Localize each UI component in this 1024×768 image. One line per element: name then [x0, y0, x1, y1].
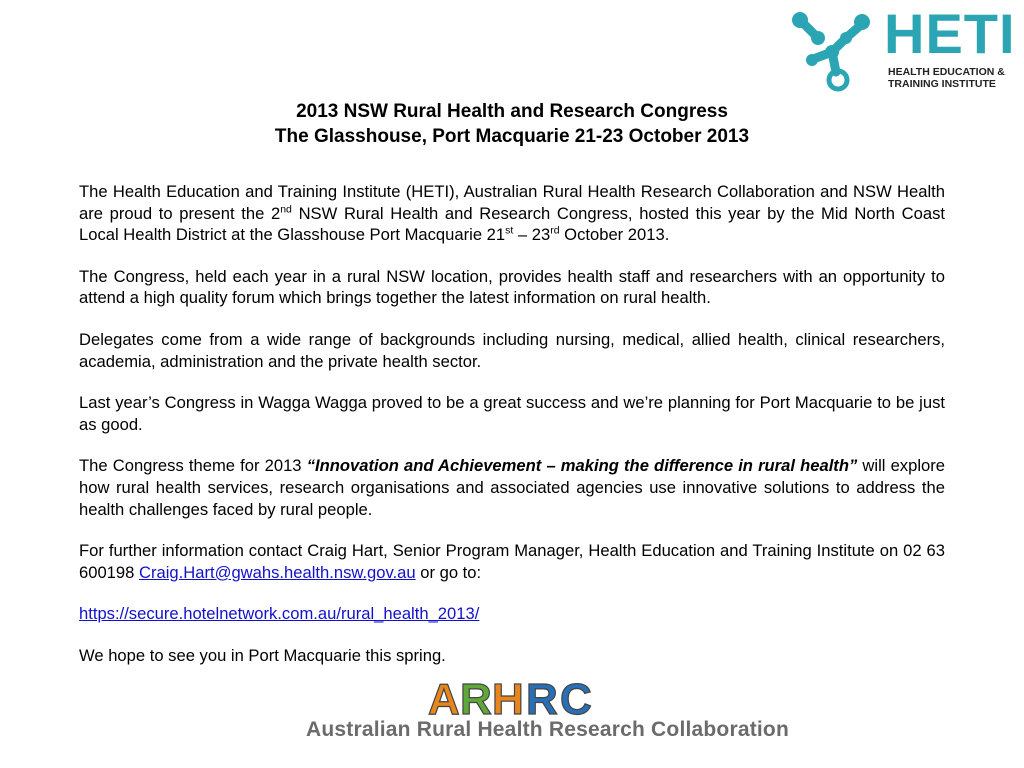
contact-after-text: or go to: [415, 562, 482, 582]
heti-logo-subtitle-line2: TRAINING INSTITUTE [888, 78, 996, 90]
ordinal-suffix: rd [550, 224, 560, 237]
heti-logo-subtitle [888, 66, 1005, 90]
congress-theme: “Innovation and Achievement – making the difference in rural health” [306, 456, 858, 476]
ordinal-suffix: st [505, 224, 514, 237]
contact-text: For further information contact Craig Hart, Senior Program Manager, Health Education and Training Institute on 02 63 600198 [79, 541, 945, 582]
intro-text-2: NSW Rural Health and Research Congress, hosted this year by the Mid North Coast Local Health District at the Glasshouse Port Macquarie 21 [79, 203, 945, 245]
paragraph-theme [79, 455, 945, 520]
intro-text-3: – 23 [513, 225, 551, 245]
paragraph-intro [79, 181, 945, 246]
theme-rest-text: will explore how rural health services, research organisations and associated agencies use innovative solutions to address the health challenges faced by rural people. [79, 456, 945, 519]
heti-logo-wordmark: HETI [884, 2, 1016, 65]
arhrc-letter: A [428, 675, 460, 720]
ordinal-suffix: nd [280, 203, 292, 216]
page-title [0, 99, 1024, 149]
intro-text-4: October 2013. [559, 225, 670, 245]
paragraph-closing: We hope to see you in Port Macquarie this spring. [79, 645, 446, 665]
title-line-1: 2013 NSW Rural Health and Research Congress [296, 101, 728, 122]
intro-text-1: The Health Education and Training Institute (HETI), Australian Rural Health Research Collaboration and NSW Health are proud to present the 2 [79, 182, 945, 223]
paragraph-contact [79, 540, 945, 583]
paragraph-delegates: Delegates come from a wide range of backgrounds including nursing, medical, allied health, clinical researchers, academia, administration and the private health sector. [79, 329, 945, 371]
document-body [79, 181, 945, 687]
title-line-2: The Glasshouse, Port Macquarie 21-23 October 2013 [274, 126, 750, 147]
arhrc-letters-icon [300, 672, 760, 720]
contact-email-link[interactable]: Craig.Hart@gwahs.health.nsw.gov.au [138, 562, 416, 582]
arhrc-letter: C [560, 675, 592, 720]
heti-logo-subtitle-line1: HEALTH EDUCATION & [888, 66, 1005, 78]
arhrc-letter: H [492, 675, 524, 720]
heti-molecule-icon [788, 8, 884, 96]
registration-url-link[interactable]: https://secure.hotelnetwork.com.au/rural_health_2013/ [79, 604, 480, 624]
arhrc-logo [300, 672, 789, 748]
paragraph-url [79, 603, 945, 625]
heti-logo [788, 2, 1016, 96]
theme-lead-text: The Congress theme for 2013 [79, 456, 307, 476]
arhrc-letter: R [526, 675, 558, 720]
paragraph-congress: The Congress, held each year in a rural NSW location, provides health staff and researchers with an opportunity to attend a high quality forum which brings together the latest information on rural health. [79, 266, 945, 308]
paragraph-last-year: Last year’s Congress in Wagga Wagga proved to be a great success and we’re planning for Port Macquarie to be just as good. [79, 393, 945, 434]
arhrc-caption: Australian Rural Health Research Collaboration [306, 718, 789, 741]
arhrc-letter: R [460, 675, 492, 720]
